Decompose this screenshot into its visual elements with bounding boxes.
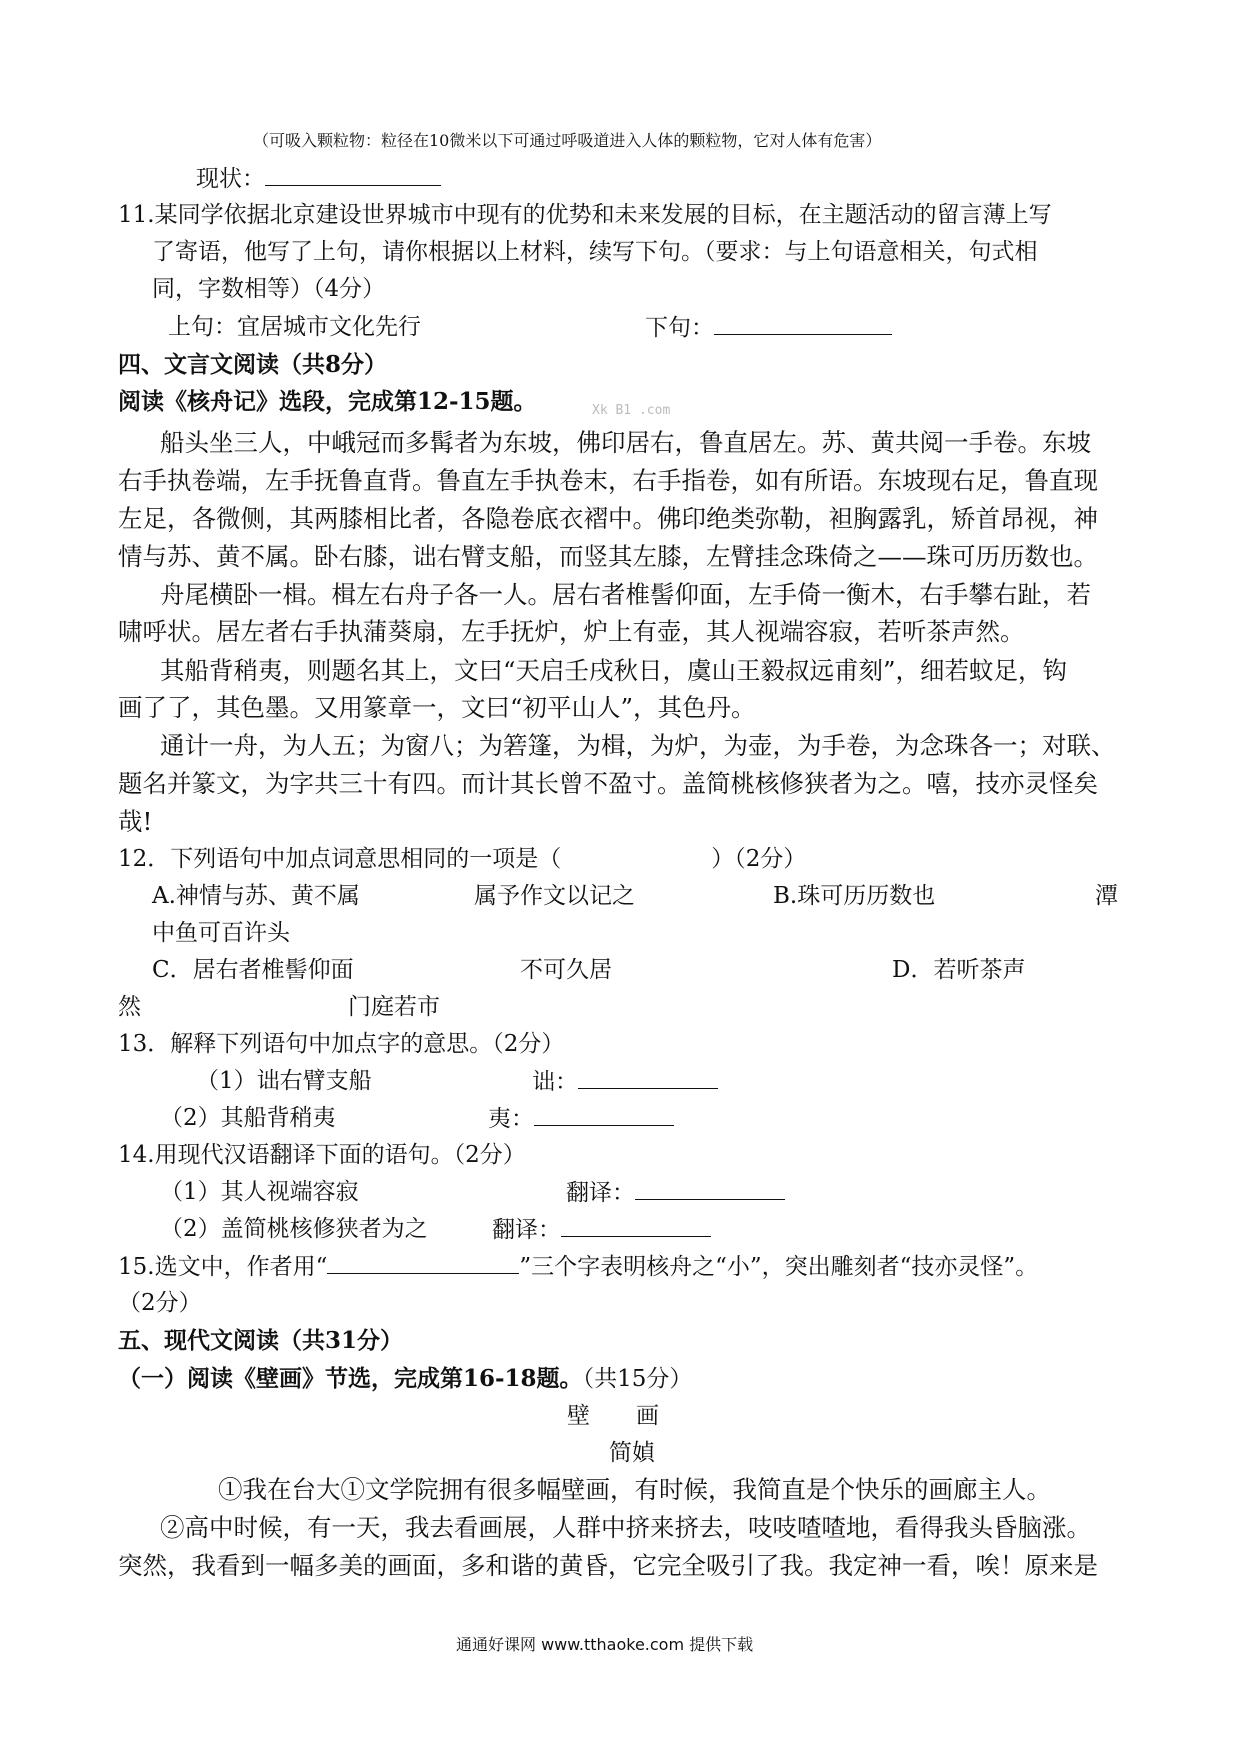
q14-answer-1 (566, 1177, 785, 1208)
q11-line-1: 11.某同学依据北京建设世界城市中现有的优势和未来发展的目标，在主题活动的留言薄上写 (118, 202, 1052, 228)
article-author: 简媜 (609, 1440, 655, 1466)
q11-answer-blank[interactable] (714, 312, 892, 335)
passage-line: 左足，各微侧，其两膝相比者，各隐卷底衣褶中。佛印绝类弥勒，袒胸露乳，矫首昂视，神 (118, 504, 1098, 533)
q14-item-2: （2）盖简桃核修狭者为之 (160, 1216, 428, 1242)
passage-line: 情与苏、黄不属。卧右膝，诎右臂支船，而竖其左膝，左臂挂念珠倚之——珠可历历数也。 (118, 542, 1098, 571)
section-5-intro-score: （共15分） (582, 1366, 693, 1392)
watermark: Xk B1 .com (592, 403, 671, 418)
q15-stem-end: ”三个字表明核舟之“小”，突出雕刻者“技亦灵怪”。 (519, 1254, 1039, 1280)
passage-line: 通计一舟，为人五；为窗八；为箬篷，为楫，为炉，为壶，为手卷，为念珠各一；对联、 (160, 731, 1116, 760)
section-5-title: 五、现代文阅读（共31分） (118, 1327, 404, 1354)
article-paragraph-2-cont: 突然，我看到一幅多美的画面，多和谐的黄昏，它完全吸引了我。我定神一看，唉！原来是 (118, 1551, 1098, 1580)
q14-stem: 14.用现代汉语翻译下面的语句。（2分） (118, 1142, 526, 1168)
q12-stem-line (118, 844, 806, 874)
q15-line (118, 1251, 1038, 1282)
status-label: 现状： (196, 166, 265, 192)
section-5-intro (118, 1364, 692, 1394)
q14-answer-1-blank[interactable] (635, 1177, 785, 1200)
q13-stem: 13．解释下列语句中加点字的意思。（2分） (118, 1031, 565, 1057)
q13-answer-1 (532, 1066, 718, 1097)
section-4-intro: 阅读《核舟记》选段，完成第12-15题。 (118, 388, 537, 415)
q12-option-d-end: 然 (118, 994, 141, 1020)
passage-line: 啸呼状。居左者右手执蒲葵扇，左手抚炉，炉上有壶，其人视端容寂，若听茶声然。 (118, 617, 1025, 646)
q13-answer-2 (488, 1103, 674, 1134)
q11-lower-label: 下句： (645, 315, 714, 341)
q11-line-3: 同，字数相等）（4分） (152, 276, 386, 302)
q13-answer-2-blank[interactable] (534, 1103, 674, 1126)
article-paragraph-1: ①我在台大①文学院拥有很多幅壁画，有时候，我简直是个快乐的画廊主人。 (218, 1475, 1051, 1504)
article-paragraph-2: ②高中时候，有一天，我去看画展，人群中挤来挤去，吱吱喳喳地，看得我头昏脑涨。 (160, 1513, 1091, 1542)
particulate-note: （可吸入颗粒物：粒径在10微米以下可通过呼吸道进入人体的颗粒物，它对人体有危害） (253, 131, 882, 150)
passage-line: 其船背稍夷，则题名其上，文曰“天启壬戌秋日，虞山王毅叔远甫刻”，细若蚊足，钩 (160, 656, 1068, 685)
q13-item-1: （1）诎右臂支船 (196, 1068, 372, 1094)
q14-answer-1-label: 翻译： (566, 1180, 635, 1206)
article-title: 壁 画 (567, 1403, 659, 1429)
q11-line-2: 了寄语，他写了上句，请你根据以上材料，续写下句。（要求：与上句语意相关，句式相 (152, 239, 1038, 265)
section-5-intro-text: （一）阅读《壁画》节选，完成第16-18题。 (118, 1365, 583, 1392)
q14-answer-2-label: 翻译： (492, 1217, 561, 1243)
passage-line: 右手执卷端，左手抚鲁直背。鲁直左手执卷末，右手指卷，如有所语。东坡现右足，鲁直现 (118, 466, 1098, 495)
q15-stem: 15.选文中，作者用“ (118, 1254, 328, 1280)
passage-line: 哉! (118, 807, 153, 836)
q13-answer-1-blank[interactable] (578, 1066, 718, 1089)
q12-option-b: B.珠可历历数也 (773, 883, 936, 909)
q12-option-d: D．若听茶声 (892, 957, 1026, 983)
q13-answer-1-label: 诎： (532, 1069, 578, 1095)
status-line (196, 163, 441, 194)
q12-option-c-compare: 不可久居 (520, 957, 612, 983)
q13-answer-2-label: 夷： (488, 1106, 534, 1132)
q15-answer-blank[interactable] (327, 1251, 519, 1274)
q11-lower-line (645, 312, 892, 343)
passage-line: 舟尾横卧一楫。楫左右舟子各一人。居右者椎髻仰面，左手倚一衡木，右手攀右趾，若 (160, 580, 1091, 609)
passage-line: 题名并篆文，为字共三十有四。而计其长曾不盈寸。盖简桃核修狭者为之。嘻，技亦灵怪矣 (118, 769, 1098, 798)
q12-stem: 12．下列语句中加点词意思相同的一项是（ (118, 846, 562, 872)
status-answer-blank[interactable] (265, 163, 441, 186)
section-4-title: 四、文言文阅读（共8分） (118, 351, 388, 378)
q11-upper-line: 上句：宜居城市文化先行 (168, 314, 421, 340)
q12-option-a-compare: 属予作文以记之 (474, 883, 635, 909)
q12-option-a: A.神情与苏、黄不属 (152, 883, 360, 909)
page-footer: 通通好课网 www.tthaoke.com 提供下载 (456, 1635, 754, 1654)
q15-score: （2分） (118, 1290, 202, 1316)
q12-option-d-compare: 门庭若市 (348, 994, 440, 1020)
q14-answer-2 (492, 1214, 711, 1245)
passage-line: 画了了，其色墨。又用篆章一，文曰“初平山人”，其色丹。 (118, 693, 756, 722)
passage-line: 船头坐三人，中峨冠而多髯者为东坡，佛印居右，鲁直居左。苏、黄共阅一手卷。东坡 (160, 428, 1091, 457)
q12-option-c: C．居右者椎髻仰面 (152, 957, 354, 983)
q12-option-b-compare-start: 潭 (1095, 883, 1118, 909)
q12-stem-end: ）（2分） (711, 846, 807, 872)
q14-answer-2-blank[interactable] (561, 1214, 711, 1237)
q12-option-b-compare: 中鱼可百许头 (152, 920, 290, 946)
q13-item-2: （2）其船背稍夷 (160, 1105, 336, 1131)
q14-item-1: （1）其人视端容寂 (160, 1179, 359, 1205)
